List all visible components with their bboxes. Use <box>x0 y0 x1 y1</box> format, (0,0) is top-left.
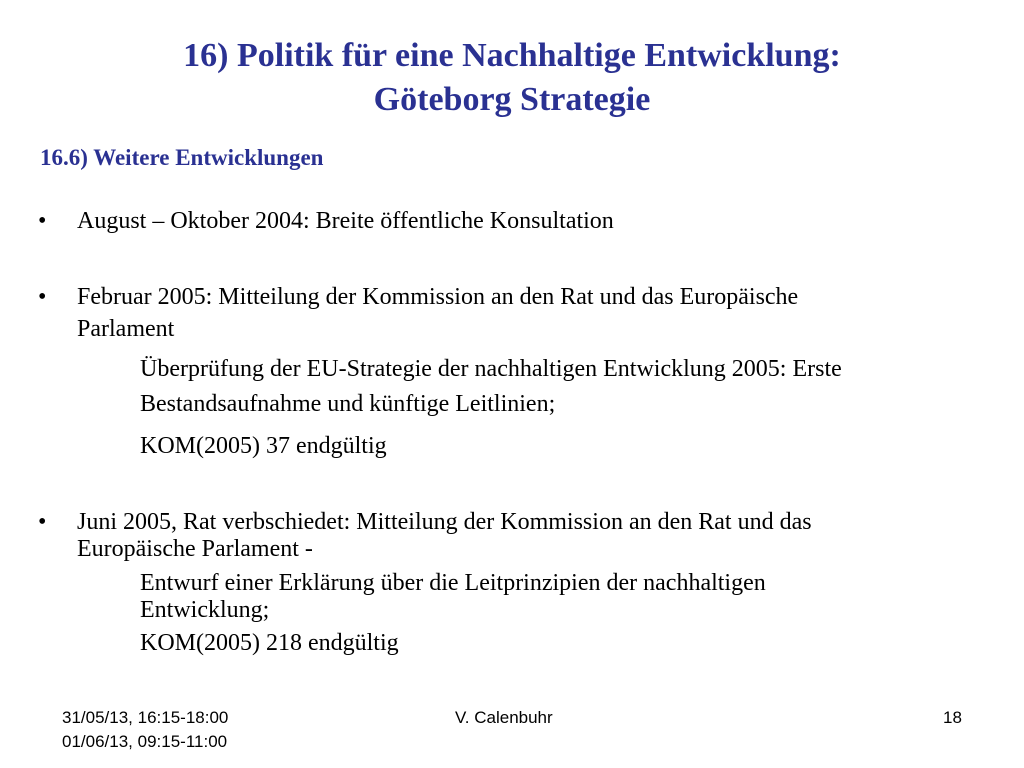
bullet-3-sub-line-2: Entwicklung; <box>140 597 270 623</box>
bullet-3-sub-line-1: Entwurf einer Erklärung über die Leitprinzipien der nachhaltigen <box>140 570 766 596</box>
bullet-3-line-1: Juni 2005, Rat verbschiedet: Mitteilung der Kommission an den Rat und das <box>77 509 812 535</box>
bullet-2-sub-line-3: KOM(2005) 37 endgültig <box>140 433 387 459</box>
bullet-3-sub-line-3: KOM(2005) 218 endgültig <box>140 630 399 656</box>
footer-date-line-2: 01/06/13, 09:15-11:00 <box>62 732 228 751</box>
footer-author: V. Calenbuhr <box>455 708 553 727</box>
bullet-marker: • <box>38 284 47 310</box>
bullet-2-line-1: Februar 2005: Mitteilung der Kommission an den Rat und das Europäische <box>77 284 799 310</box>
bullet-marker: • <box>38 208 47 234</box>
slide-title <box>0 34 1024 122</box>
bullet-3-line-2: Europäische Parlament - <box>77 536 313 562</box>
slide-title-line-2: Göteborg Strategie <box>373 81 651 118</box>
bullet-2-sub-line-2: Bestandsaufnahme und künftige Leitlinien; <box>140 391 556 417</box>
footer-date-line-1: 31/05/13, 16:15-18:00 <box>62 708 229 727</box>
bullet-1-line-1: August – Oktober 2004: Breite öffentliche Konsultation <box>77 208 614 234</box>
bullet-2-line-2: Parlament <box>77 316 175 342</box>
section-subtitle: 16.6) Weitere Entwicklungen <box>40 145 324 170</box>
footer-page-number: 18 <box>943 708 962 727</box>
bullet-2-sub-line-1: Überprüfung der EU-Strategie der nachhaltigen Entwicklung 2005: Erste <box>140 356 842 382</box>
bullet-marker: • <box>38 509 47 535</box>
slide-title-line-1: 16) Politik für eine Nachhaltige Entwicklung: <box>183 37 841 74</box>
